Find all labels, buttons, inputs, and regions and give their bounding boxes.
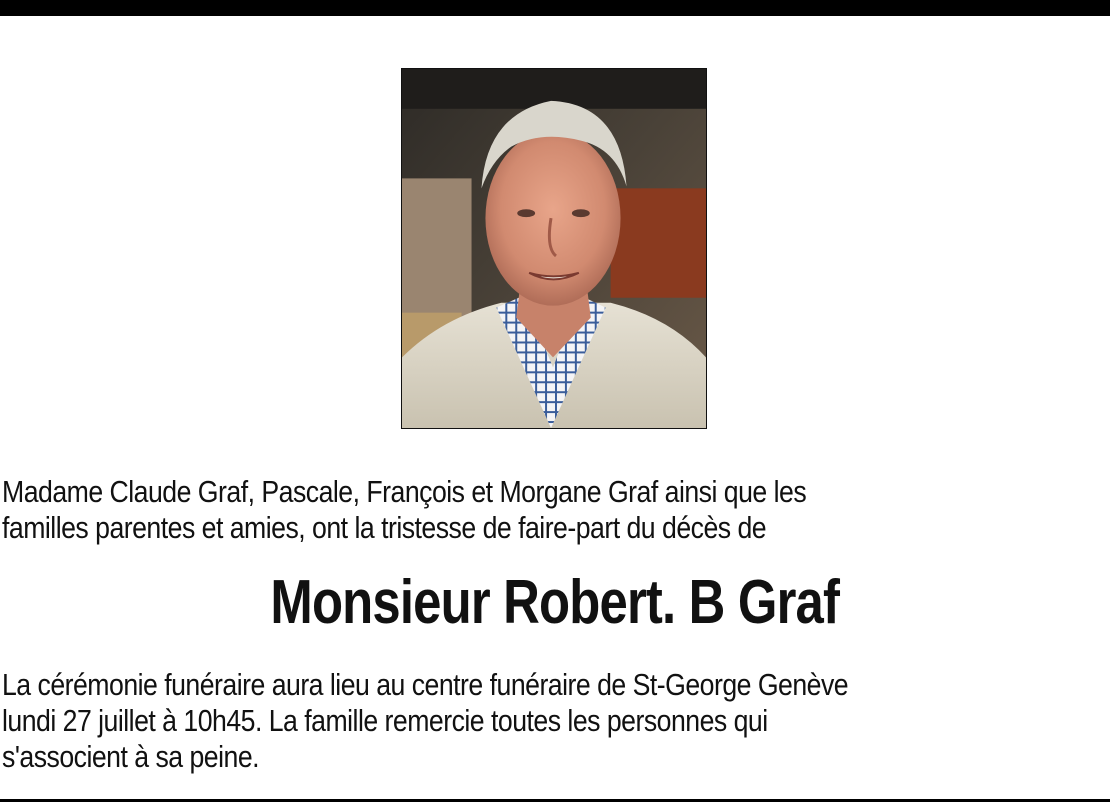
deceased-name: Monsieur Robert. B Graf <box>270 568 840 637</box>
announcement-intro <box>2 474 1094 546</box>
ceremony-line-3: s'associent à sa peine. <box>2 739 260 774</box>
portrait-photo <box>401 68 707 429</box>
ceremony-line-1: La cérémonie funéraire aura lieu au centre funéraire de St-George Genève <box>2 667 849 702</box>
intro-line-2: familles parentes et amies, ont la tristesse de faire-part du décès de <box>2 510 767 545</box>
deceased-name-heading <box>0 568 1110 638</box>
bottom-rule <box>0 799 1110 802</box>
intro-line-1: Madame Claude Graf, Pascale, François et Morgane Graf ainsi que les <box>2 474 807 509</box>
ceremony-line-2: lundi 27 juillet à 10h45. La famille remercie toutes les personnes qui <box>2 703 768 738</box>
ceremony-details <box>2 667 1094 775</box>
top-rule <box>0 0 1110 16</box>
portrait-illustration <box>402 69 706 428</box>
